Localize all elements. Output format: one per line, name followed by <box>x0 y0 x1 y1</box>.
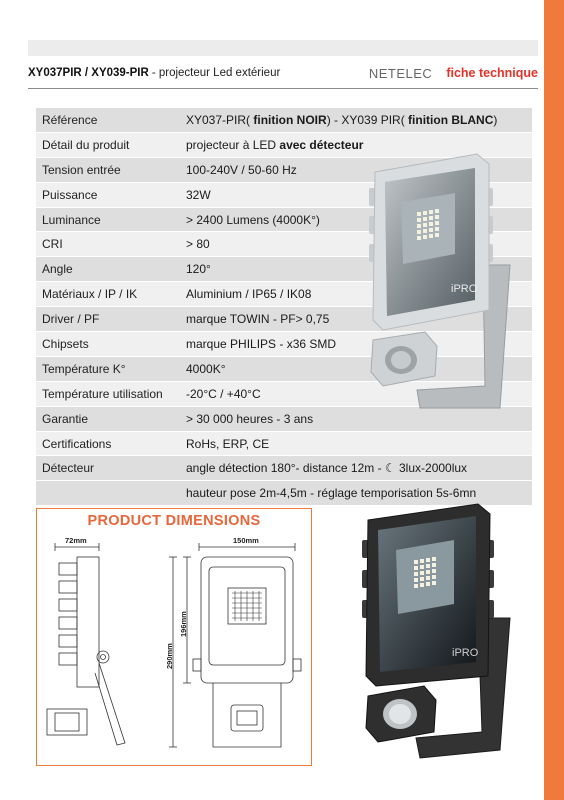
spec-label: Détail du produit <box>36 132 180 157</box>
spec-label: Tension entrée <box>36 157 180 182</box>
product-dimensions-box <box>36 508 312 766</box>
spec-value-text: projecteur à LED <box>186 137 280 152</box>
dimensions-drawing <box>37 533 311 765</box>
ipro-logo: iPRO <box>451 283 478 295</box>
spec-value-text: 120° <box>186 262 211 277</box>
spec-value-text: > 80 <box>186 237 210 252</box>
spec-value-text: marque TOWIN - PF> 0,75 <box>186 312 330 327</box>
spec-label: Garantie <box>36 406 180 431</box>
ipro-logo: iPRO <box>452 647 479 659</box>
depth-dimension: 72mm <box>65 536 87 545</box>
width-dimension: 150mm <box>233 536 259 545</box>
spec-value <box>180 108 532 132</box>
spec-label: Driver / PF <box>36 307 180 332</box>
spec-value-emphasis: finition BLANC <box>408 112 494 127</box>
spec-label: Luminance <box>36 207 180 232</box>
accent-side-bar <box>544 0 564 800</box>
top-band <box>28 40 538 56</box>
spec-value-text: angle détection 180°- distance 12m - ☾ 3lux-2000lux <box>186 461 468 476</box>
spec-row <box>36 456 532 481</box>
brand-name: NETELEC <box>368 65 433 81</box>
spec-value-text: hauteur pose 2m-4,5m - réglage temporisation 5s-6mn <box>186 486 477 501</box>
spec-label: Chipsets <box>36 332 180 357</box>
spec-label: CRI <box>36 232 180 257</box>
document-header <box>28 58 538 89</box>
body-height-dimension: 196mm <box>179 611 188 637</box>
spec-value-text: Aluminium / IP65 / IK08 <box>186 287 312 302</box>
spec-value-emphasis: avec détecteur <box>279 137 364 152</box>
spec-value-text: XY037-PIR( <box>186 112 254 127</box>
spec-value-text: RoHs, ERP, CE <box>186 436 270 451</box>
spec-label: Référence <box>36 108 180 132</box>
spec-label: Température utilisation <box>36 381 180 406</box>
spec-value-text: > 2400 Lumens (4000K°) <box>186 212 320 227</box>
spec-label: Puissance <box>36 182 180 207</box>
product-description: - projecteur Led extérieur <box>151 67 281 79</box>
black-floodlight-photo <box>360 500 525 768</box>
spec-label: Matériaux / IP / IK <box>36 282 180 307</box>
dimensions-title: PRODUCT DIMENSIONS <box>87 513 261 529</box>
spec-value-text: ) - XY039 PIR( <box>326 112 409 127</box>
spec-label: Angle <box>36 257 180 282</box>
spec-value-text: -20°C / +40°C <box>186 386 261 401</box>
spec-value-text: ) <box>493 112 498 127</box>
spec-value <box>180 431 532 456</box>
spec-value-text: > 30 000 heures - 3 ans <box>186 411 314 426</box>
spec-row <box>36 108 532 132</box>
total-height-dimension: 290mm <box>165 643 174 669</box>
spec-value <box>180 456 532 481</box>
spec-label: Certifications <box>36 431 180 456</box>
spec-value-text: marque PHILIPS - x36 SMD <box>186 336 337 351</box>
spec-label: Température K° <box>36 356 180 381</box>
spec-label <box>36 481 180 506</box>
model-reference: XY037PIR / XY039-PIR <box>28 67 149 79</box>
spec-value-text: 4000K° <box>186 361 226 376</box>
doc-type-label: fiche technique <box>446 66 538 80</box>
white-floodlight-photo <box>365 150 535 420</box>
spec-value-text: 32W <box>186 187 211 202</box>
spec-label: Détecteur <box>36 456 180 481</box>
spec-value-text: 100-240V / 50-60 Hz <box>186 162 297 177</box>
spec-value-emphasis: finition NOIR <box>253 112 327 127</box>
spec-row <box>36 431 532 456</box>
